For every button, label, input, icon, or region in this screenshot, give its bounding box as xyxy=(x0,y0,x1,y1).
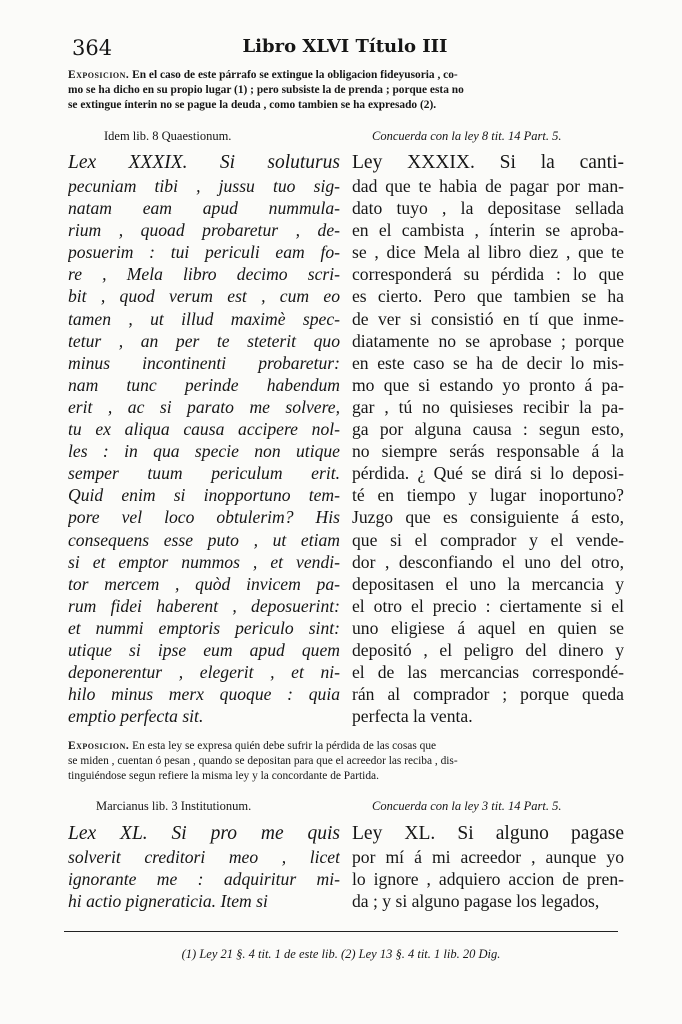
latin-text-line: erit , ac si parato me solvere, xyxy=(68,396,340,417)
spanish-text-line: no siempre serás responsable á la xyxy=(352,441,624,462)
spanish-text-line: dad que te habia de pagar por man- xyxy=(352,176,624,196)
latin-text-line: tu ex aliqua causa accipere nol- xyxy=(68,419,340,440)
exposicion-note-2 xyxy=(68,739,622,784)
spanish-text-line: té en tiempo y lugar inoportuno? xyxy=(352,485,624,506)
latin-text-line: tor mercem , quòd invicem pa- xyxy=(68,573,340,594)
latin-text-line: Lex XL. Si pro me quis xyxy=(68,823,340,844)
latin-text-line: pore vel loco obtulerim? His xyxy=(68,507,340,528)
latin-text-line: consequens esse puto , ut etiam xyxy=(68,529,340,550)
running-title: Libro XLVI Título III xyxy=(242,36,448,57)
spanish-text-line: perfecta la venta. xyxy=(352,706,473,727)
spanish-text-line: en el cambista , ínterin se aproba- xyxy=(352,220,624,241)
latin-text-line: Lex XXXIX. Si soluturus xyxy=(68,152,340,173)
latin-text-line: hilo minus merx quoque : quia xyxy=(68,684,340,705)
latin-text-line: solverit creditori meo , licet xyxy=(68,847,340,867)
exposicion-line: mo se ha dicho en su propio lugar (1) ; pero subsiste la de prenda ; porque esta no xyxy=(68,84,464,96)
latin-text-line: utique si ipse eum apud quem xyxy=(68,639,340,660)
latin-text-line: hi actio pigneraticia. Item si xyxy=(68,891,268,912)
latin-text-line: rum fidei haberent , deposuerint: xyxy=(68,595,340,616)
latin-text-line: semper tuum periculum erit. xyxy=(68,463,340,484)
spanish-text-line: uno eligiese á aquel en quien se xyxy=(352,617,624,638)
latin-text-line: si et emptor nummos , et vendi- xyxy=(68,551,340,572)
latin-text-line: deponerentur , elegerit , et ni- xyxy=(68,662,340,683)
spanish-text-line: gar , tú no quisieses recibir la pa- xyxy=(352,396,624,417)
footnote-rule xyxy=(64,931,618,932)
spanish-text-line: el otro el precio : ciertamente si el xyxy=(352,595,624,616)
exposicion-line: En esta ley se expresa quién debe sufrir la pérdida de las cosas que xyxy=(129,740,437,752)
latin-text-line: nam tunc perinde habendum xyxy=(68,374,340,395)
exposicion-label: Exposicion. xyxy=(68,740,130,752)
spanish-text-line: pérdida. ¿ Qué se dirá si lo deposi- xyxy=(352,463,624,484)
spanish-text-line: Ley XL. Si alguno pagase xyxy=(352,823,624,844)
exposicion-line: se extingue ínterin no se pague la deuda , como tambien se ha expresado (2). xyxy=(68,99,437,111)
spanish-text-line: depositasen el uno la mercancia y xyxy=(352,573,624,594)
source-citation-latin-2: Marcianus lib. 3 Institutionum. xyxy=(96,799,252,813)
spanish-text-line: mo que si estando yo pronto á pa- xyxy=(352,374,624,395)
latin-text-line: natam eam apud nummula- xyxy=(68,198,340,219)
footnotes: (1) Ley 21 §. 4 tit. 1 de este lib. (2) Ley 13 §. 4 tit. 1 lib. 20 Dig. xyxy=(181,947,501,961)
source-citation-latin-1: Idem lib. 8 Quaestionum. xyxy=(104,129,232,143)
spanish-text-line: se , dice Mela al libro diez , que te xyxy=(352,242,624,263)
latin-text-line: tamen , ut illud maximè spec- xyxy=(68,308,340,329)
exposicion-note-1 xyxy=(68,68,622,113)
latin-text-line: re , Mela libro decimo scri- xyxy=(68,264,340,285)
latin-text-line: Quid enim si inopportuno tem- xyxy=(68,485,340,506)
latin-text-column-1 xyxy=(68,151,340,727)
latin-text-line: emptio perfecta sit. xyxy=(68,706,204,727)
spanish-text-line: dato tuyo , la depositase sellada xyxy=(352,198,624,219)
source-citation-spanish-2: Concuerda con la ley 3 tit. 14 Part. 5. xyxy=(372,799,562,813)
spanish-text-line: es cierto. Pero que tambien se ha xyxy=(352,286,624,307)
spanish-text-line: en este caso se ha de decir lo mis- xyxy=(352,352,624,373)
latin-text-line: minus incontinenti probaretur: xyxy=(68,352,340,373)
latin-text-line: et nummi emptoris periculo sint: xyxy=(68,617,340,638)
spanish-text-line: ga por alguna causa : segun esto, xyxy=(352,419,624,440)
spanish-text-line: diatamente no se aprobase ; porque xyxy=(352,330,624,351)
latin-text-line: ignorante me : adquiritur mi- xyxy=(68,869,340,890)
latin-text-line: posuerim : tui periculi eam fo- xyxy=(68,242,340,263)
latin-text-line: pecuniam tibi , jussu tuo sig- xyxy=(68,176,340,196)
spanish-text-column-2 xyxy=(352,822,624,912)
spanish-text-line: que si el comprador y el vende- xyxy=(352,529,624,550)
exposicion-line: En el caso de este párrafo se extingue la obligacion fideyusoria , co- xyxy=(129,69,458,81)
exposicion-line: tinguiéndose segun refiere la misma ley y la concordante de Partida. xyxy=(68,770,379,782)
spanish-text-line: da ; y si alguno pagase los legados, xyxy=(352,891,600,912)
page-header xyxy=(72,36,618,64)
spanish-text-line: de ver si consistió en tí que inme- xyxy=(352,308,624,329)
latin-text-line: rium , quoad probaretur , de- xyxy=(68,220,340,241)
spanish-text-line: corresponderá su pérdida : lo que xyxy=(352,264,624,285)
spanish-text-line: dor , desconfiando el uno del otro, xyxy=(352,551,624,572)
spanish-text-line: Ley XXXIX. Si la canti- xyxy=(352,152,624,173)
spanish-text-line: el de las mercancias correspondé- xyxy=(352,662,624,683)
latin-text-column-2 xyxy=(68,822,340,912)
exposicion-label: Exposicion. xyxy=(68,69,130,81)
spanish-text-line: por mí á mi acreedor , aunque yo xyxy=(352,847,624,867)
spanish-text-line: depositó , el peligro del dinero y xyxy=(352,639,624,660)
latin-text-line: les : in qua specie non utique xyxy=(68,441,340,462)
page-number: 364 xyxy=(72,36,113,60)
source-citation-spanish-1: Concuerda con la ley 8 tit. 14 Part. 5. xyxy=(372,129,562,143)
latin-text-line: bit , quod verum est , cum eo xyxy=(68,286,340,307)
spanish-text-line: lo ignore , adquiero accion de pren- xyxy=(352,869,624,890)
exposicion-line: se miden , cuentan ó pesan , quando se depositan para que el acreedor las reciba , dis- xyxy=(68,755,458,767)
latin-text-line: tetur , an per te steterit quo xyxy=(68,330,340,351)
spanish-text-column-1 xyxy=(352,151,624,727)
spanish-text-line: Juzgo que es consiguiente á esto, xyxy=(352,507,624,528)
spanish-text-line: rán al comprador ; porque queda xyxy=(352,684,624,705)
